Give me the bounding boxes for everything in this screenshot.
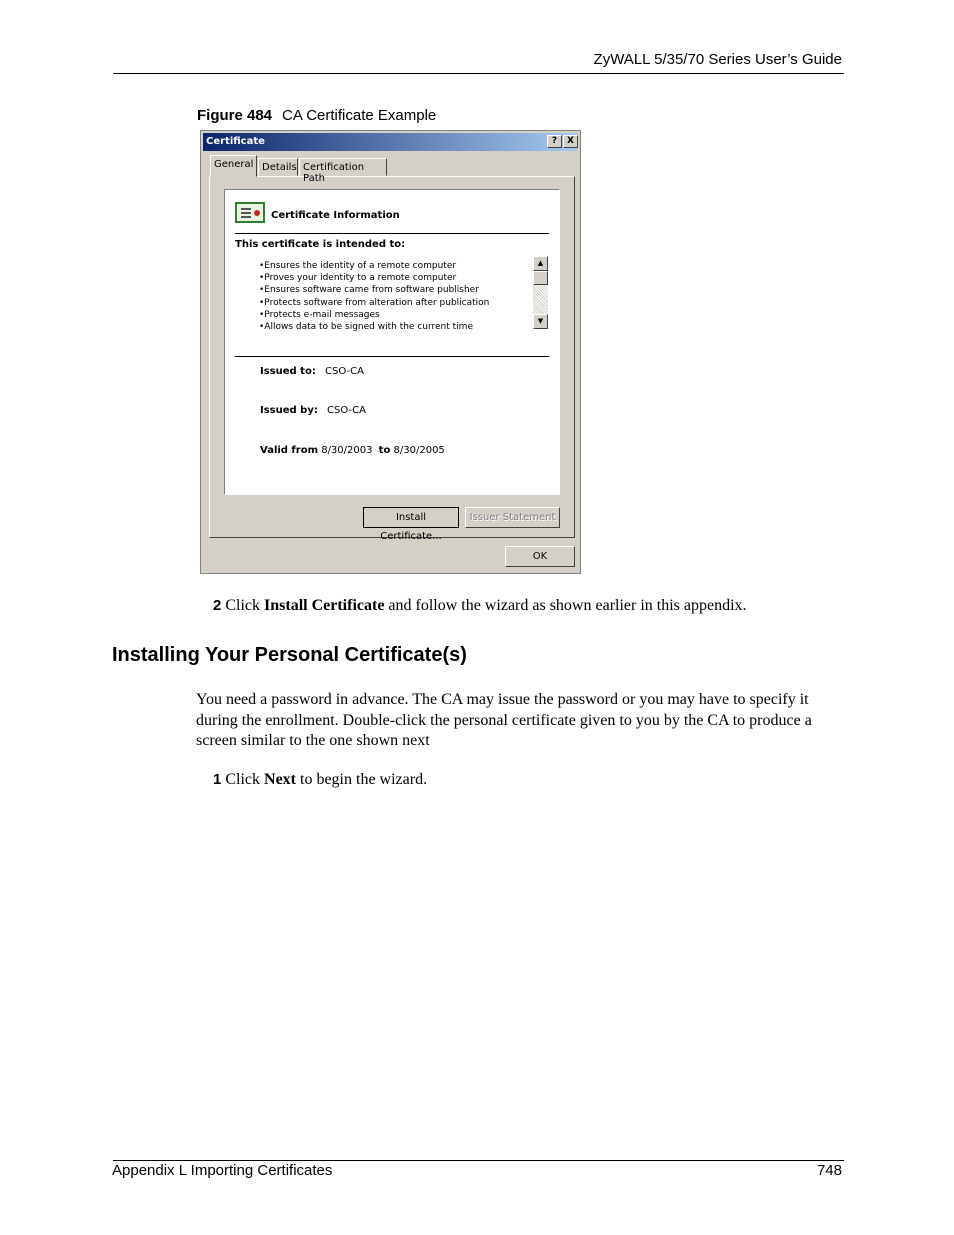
list-item: •Protects e-mail messages [259, 309, 380, 320]
dialog-titlebar[interactable] [203, 133, 578, 151]
help-button[interactable]: ? [547, 135, 562, 148]
close-button[interactable]: X [563, 135, 578, 148]
tab-general[interactable]: General [210, 155, 257, 177]
header-rule [113, 73, 844, 74]
valid-from-value: 8/30/2003 [321, 445, 373, 456]
certificate-icon [235, 202, 265, 223]
certificate-dialog [200, 130, 581, 574]
valid-to-label: to [378, 445, 391, 456]
step-text-post: to begin the wizard. [296, 771, 428, 788]
step-text-bold: Next [264, 771, 296, 788]
info-title: Certificate Information [271, 210, 400, 221]
step-2 [213, 597, 747, 615]
scroll-up-arrow-icon[interactable]: ▲ [533, 256, 548, 271]
purpose-scrollbar[interactable] [533, 256, 548, 329]
list-item: •Proves your identity to a remote computer [259, 273, 457, 284]
footer-section-title: Appendix L Importing Certificates [112, 1162, 333, 1179]
certificate-info-box [224, 189, 560, 495]
step-1 [213, 771, 427, 789]
intended-heading: This certificate is intended to: [235, 239, 406, 250]
valid-to-value: 8/30/2005 [393, 445, 445, 456]
ok-button[interactable]: OK [505, 546, 575, 567]
list-item: •Ensures software came from software publisher [259, 285, 479, 296]
section-paragraph: You need a password in advance. The CA may issue the password or you may have to specify it during the enrollment. Double-click the personal certificate given to you by the CA to produce a screen similar to the one shown next [196, 691, 812, 749]
scroll-thumb[interactable] [533, 271, 548, 285]
step-number: 2 [213, 597, 222, 614]
dialog-title: Certificate [206, 136, 265, 147]
purpose-list [259, 260, 489, 333]
section-heading: Installing Your Personal Certificate(s) [112, 644, 467, 666]
step-number: 1 [213, 771, 222, 788]
divider-top [235, 233, 549, 234]
list-item: •Allows data to be signed with the current time [259, 322, 473, 333]
issued-to-value: CSO-CA [325, 366, 364, 377]
scroll-down-arrow-icon[interactable]: ▼ [533, 314, 548, 329]
list-item: •Ensures the identity of a remote computer [259, 261, 457, 271]
figure-caption [197, 107, 436, 124]
issued-by-label: Issued by: [260, 405, 318, 416]
tab-details[interactable]: Details [258, 158, 298, 176]
install-certificate-button[interactable]: Install Certificate... [363, 507, 459, 528]
step-text-pre: Click [225, 597, 265, 614]
figure-title: CA Certificate Example [282, 107, 437, 124]
running-header: ZyWALL 5/35/70 Series User’s Guide [593, 51, 842, 68]
issuer-statement-button[interactable]: Issuer Statement [465, 507, 560, 528]
divider-bottom [235, 356, 549, 357]
figure-label: Figure 484 [197, 107, 273, 124]
page-number: 748 [816, 1162, 842, 1179]
issued-to-label: Issued to: [260, 366, 316, 377]
list-item: •Protects software from alteration after publication [259, 297, 490, 308]
validity-row [260, 445, 445, 456]
issued-by-row [260, 405, 366, 416]
step-text-post: and follow the wizard as shown earlier in this appendix. [384, 597, 747, 614]
tab-certification-path[interactable]: Certification Path [299, 158, 387, 176]
footer-rule [113, 1160, 844, 1161]
valid-from-label: Valid from [260, 445, 319, 456]
step-text-bold: Install Certificate [264, 597, 385, 614]
issued-to-row [260, 366, 364, 377]
issued-by-value: CSO-CA [327, 405, 366, 416]
step-text-pre: Click [225, 771, 265, 788]
